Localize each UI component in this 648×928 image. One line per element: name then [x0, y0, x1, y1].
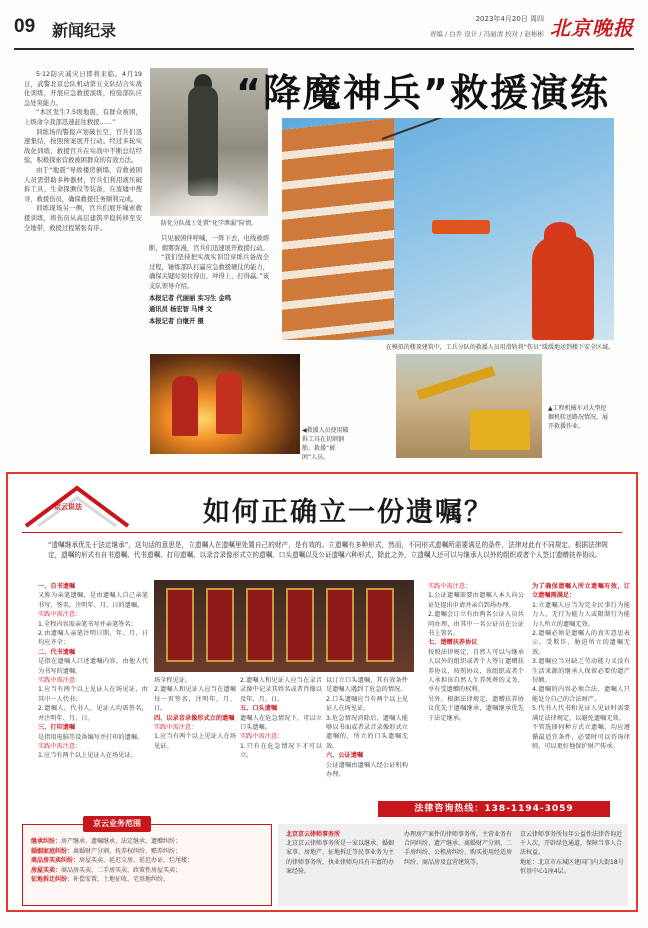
section-heading: 四、以录音录像形式立的遗嘱 — [154, 714, 235, 722]
legal-feature-box — [6, 472, 638, 912]
subheading: 实践中需注意： — [240, 733, 284, 741]
paragraph: 2.由遗嘱人亲笔注明日期，年、月、日均应齐全； — [38, 630, 148, 647]
subheading: 实践中需注意： — [38, 742, 82, 750]
paragraph: 2.遗嘱人、代书人、见证人均需签名，并注明年、月、日。 — [38, 705, 148, 722]
paragraph: 不管选择何种方式立遗嘱，均应遵循最适宜条件，必要时可以咨询律师，可以更好地保护财产传承。 — [532, 724, 630, 750]
story-paragraph: 训练场的警报声划破长空，官兵们迅速集结，按照预案展开行动。经过多轮实战化训练，救援官兵在实战中不断总结经验，积极探索营救被困群众的有效方法。 — [24, 128, 142, 165]
section-heading: 三、打印遗嘱 — [38, 724, 76, 732]
paragraph: 办理房产案件的律师事务所，主营业务有合同纠纷、遗产继承、离婚财产分割、二手房纠纷、公租房纠纷、购买使用经适房纠纷、商品房及直营建筑等。 — [404, 831, 513, 866]
legal-column-2b — [240, 676, 322, 761]
subheading: 实践中需注意： — [38, 611, 82, 619]
section-heading: 五、口头遗嘱 — [240, 705, 278, 713]
paragraph: 2.遗嘱必须是遗嘱人的真实意思表示，受欺诈、胁迫所立的遗嘱无效。 — [532, 630, 630, 656]
photo-excavator — [396, 354, 542, 458]
photo-caption: 防化分队战士处置“化学泄漏”险情。 — [160, 220, 258, 227]
legal-hotline-banner: 法律咨询热线：138-1194-3059 — [378, 801, 610, 817]
list-item: 商品房买卖纠纷：房屋买卖、延迟交房、延迟办证、烂尾楼； — [31, 857, 194, 865]
list-item: 婚姻家庭纠纷：离婚财产分割、抚养权纠纷、赡养纠纷； — [31, 847, 182, 855]
paragraph: 1.立遗嘱人应当为完全民事行为能力人，无行为能力人或限制行为能力人所立的遗嘱无效。 — [532, 601, 630, 628]
story-body-left — [24, 70, 142, 300]
section-heading: 二、代书遗嘱 — [38, 648, 76, 656]
legal-column-1 — [38, 582, 148, 761]
newspaper-logo: 北京晚报 — [550, 16, 634, 40]
byline: 通讯员 杨宏智 马博 文 — [149, 306, 213, 314]
paragraph: 2.遗嘱人和见证人应当在遗嘱每一页签名，注明年、月、日。 — [154, 686, 236, 713]
paragraph: 场全程见证。 — [154, 677, 192, 684]
story-paragraph: 训练现场另一侧，官兵们展开绳索救援训练，将伤员从高层建筑平稳转移至安全地带，救援过程紧张有序。 — [24, 205, 142, 232]
scope-list — [31, 837, 267, 885]
photo-caption: ▲工程机械车对大型挖掘机转送路况情况，展开救援作业。 — [548, 405, 609, 430]
editor-credits: 责编 / 白乔 设计 / 冯丽清 校对 / 赵彬彬 — [429, 30, 544, 38]
photo-cutting-rebar — [150, 354, 300, 454]
paragraph: 5.代书人代书和见证人见证时需要满足法律规定，以避免遗嘱无效。 — [532, 705, 630, 722]
section-heading: 六、公证遗嘱 — [326, 752, 364, 760]
law-firm-info-box — [278, 824, 628, 906]
legal-column-2a — [154, 676, 236, 751]
paragraph: 地址：北京市东城区建国门内大街18号恒基中心1座4层。 — [520, 858, 624, 875]
story-paragraph: 只见被困伴呼喊，一阵下去，电线被熔断，烟雾弥漫，官兵们迅速展开救援行动。 — [149, 235, 269, 252]
section-heading: 七、遗赠扶养协议 — [428, 639, 478, 647]
paragraph: 4.遗嘱的内容必须合法，遗嘱人只能处分自己的合法财产。 — [532, 686, 630, 703]
section-heading: 为了确保遗嘱人所立遗嘱有效，订立遗嘱需满足： — [532, 583, 630, 600]
scope-title: 京云业务范围 — [83, 816, 151, 832]
photo-rope-rescue — [282, 118, 614, 340]
paragraph: 以订立口头遗嘱，其有效条件是遗嘱人遇到了危急的情况。 — [326, 677, 408, 694]
firm-column-b — [404, 830, 514, 867]
paragraph: 按照法律规定，自然人可以与继承人以外的组织或者个人签订遗赠扶养协议，按照协议，该组织或者个人承担该自然人生养死葬的义务，享有受遗赠的权利。 — [428, 648, 524, 694]
column-label: 京云说法 — [54, 503, 82, 511]
byline: 本报记者 白继开 摄 — [149, 317, 204, 325]
issue-date: 2023年4月20日 周四 — [475, 15, 544, 23]
business-scope-box — [22, 819, 272, 906]
paragraph: 又称为亲笔遗嘱，是由遗嘱人自己亲笔书写、签名，注明年、月、日的遗嘱。 — [38, 592, 148, 609]
paragraph: 1.公证遗嘱需要由遗嘱人本人向公证处提出申请并亲自到场办理。 — [428, 592, 524, 609]
subheading: 实践中需注意： — [428, 583, 472, 590]
paragraph: 1.全程内容需亲笔书写并亲笔签名； — [38, 620, 137, 628]
story-paragraph: 5·12防灾减灾日即将来临。4月19日，武警北京总队机动第五支队结合实战化训练，开展应急救援演练，检验部队应急处突能力。 — [24, 71, 142, 107]
photo-caption: ◀救援人员使用破拆工具在切割钢筋，救援“被困”人员。 — [302, 427, 349, 461]
story-headline: “降魔神兵”救援演练 — [236, 71, 610, 115]
paragraph: 公证遗嘱由遗嘱人经公证机构办理。 — [326, 761, 408, 779]
paragraph: 2.遗嘱人和见证人应当在录音录像中记录其姓名或者肖像以及年、月、日。 — [240, 677, 322, 703]
paragraph: 另外，根据法律规定，遗赠扶养协议优先于遗嘱继承，遗嘱继承优先于法定继承。 — [428, 695, 524, 722]
legal-column-2c — [326, 676, 408, 779]
firm-name: 北京京云律师事务所 — [286, 831, 341, 838]
story-body-middle — [149, 234, 269, 326]
legal-column-4 — [532, 582, 630, 751]
paragraph: 2.遗嘱会订立有由两名公证人员共同办理，由其中一名公证员在公证书上署名。 — [428, 611, 524, 638]
page-header — [14, 10, 634, 50]
paragraph: 1.应当有两个以上见证人在场见证。 — [38, 752, 137, 760]
paragraph: 京云律师事务所每年公益性法律咨询近千人次，开辟绿色通道，保障当事人合法权益。 — [520, 831, 623, 857]
photo-caption: 在模拟的楼顶建筑中，工兵分队的救援人员用滑轨将“伤员”缓缓地送到楼下安全区域。 — [385, 344, 614, 351]
photo-calligraphy-banners — [154, 580, 414, 672]
subheading: 实践中需注意： — [154, 724, 198, 732]
paragraph: 1.只有在危急情况下才可以立。 — [240, 742, 322, 760]
firm-column-a — [286, 830, 398, 876]
list-item: 征地拆迁纠纷：补偿安置、土地征收、宅基地纠纷。 — [31, 876, 170, 884]
firm-column-c — [520, 830, 624, 876]
paragraph: 1.应当有两个以上见证人在场见证，由其中一人代书； — [38, 686, 148, 703]
paragraph: 3.遗嘱应当对缺乏劳动能力又没有生活来源的继承人保留必要的遗产份额。 — [532, 658, 630, 685]
paragraph: 3.危急情况消除后，遗嘱人能够以书面或者录音录像形式立遗嘱的，所立的口头遗嘱无效。 — [326, 714, 408, 750]
legal-title: 如何正确立一份遗嘱？ — [203, 497, 493, 528]
divider — [22, 532, 622, 533]
paragraph: 1.应当有两个以上见证人在场见证。 — [154, 733, 236, 750]
paragraph: 2.口头遗嘱应当有两个以上见证人在场见证。 — [326, 695, 408, 713]
byline: 本报记者 代丽丽 实习生 金鸣 — [149, 294, 232, 302]
story-paragraph: “我们坚持把实战实训贯穿练兵备战全过程，锤炼部队打赢应急救援硬仗的能力，确保关键时刻拉得出、冲得上、打得赢。”该支队领导介绍。 — [149, 254, 269, 290]
legal-intro: “遗嘱继承优先于法定继承”，这句话的意思是，立遗嘱人在遗嘱里处置自己的财产，是有效的。立遗嘱有多种形式，然而，不同形式遗嘱所需要满足的条件，法律对此有不同规定。根据法律规定，遗嘱的形式有自书遗嘱、代书遗嘱、打印遗嘱、以录音录像形式立的遗嘱、口头遗嘱以及公证遗嘱六种形式，除此之外，立遗嘱人还可以与继承人以外的组织或者个人签订遗赠扶养协议。 — [48, 541, 608, 559]
section-heading: 一、自书遗嘱 — [38, 583, 76, 590]
section-title: 新闻纪录 — [52, 21, 117, 40]
story-paragraph: 由于“地震”导致楼房倒塌，营救被困人员需借助多种器材，官兵们利用液压破拆工具、生命探测仪等装备，在废墟中搜寻、救援伤员，确保救援任务顺利完成。 — [24, 166, 142, 203]
story-paragraph: “本区发生7.5级地震，有群众被困，上级命令我部迅速赶往救援……” — [24, 109, 142, 126]
paragraph: 是指用电脑等设备编写并打印的遗嘱。 — [38, 733, 144, 741]
paragraph: 是指在遗嘱人口述遗嘱内容，由他人代为书写的遗嘱。 — [38, 658, 148, 675]
page-number: 09 — [14, 16, 36, 37]
paragraph: 北京京云律师事务所是一家以继承、婚姻家事、房地产、征地拆迁等民事业务为主的律师事务所，执业律师均具有丰富的办案经验。 — [286, 840, 395, 875]
subheading: 实践中需注意： — [38, 677, 82, 685]
legal-column-3 — [428, 582, 524, 723]
list-item: 继承纠纷：房产继承、遗嘱继承、法定继承、遗赠纠纷； — [31, 838, 182, 845]
paragraph: 遗嘱人在危急情况下，可以立口头遗嘱。 — [240, 714, 322, 732]
list-item: 房屋买卖：商品房买卖、二手房买卖、政策性房屋买卖； — [31, 866, 182, 874]
